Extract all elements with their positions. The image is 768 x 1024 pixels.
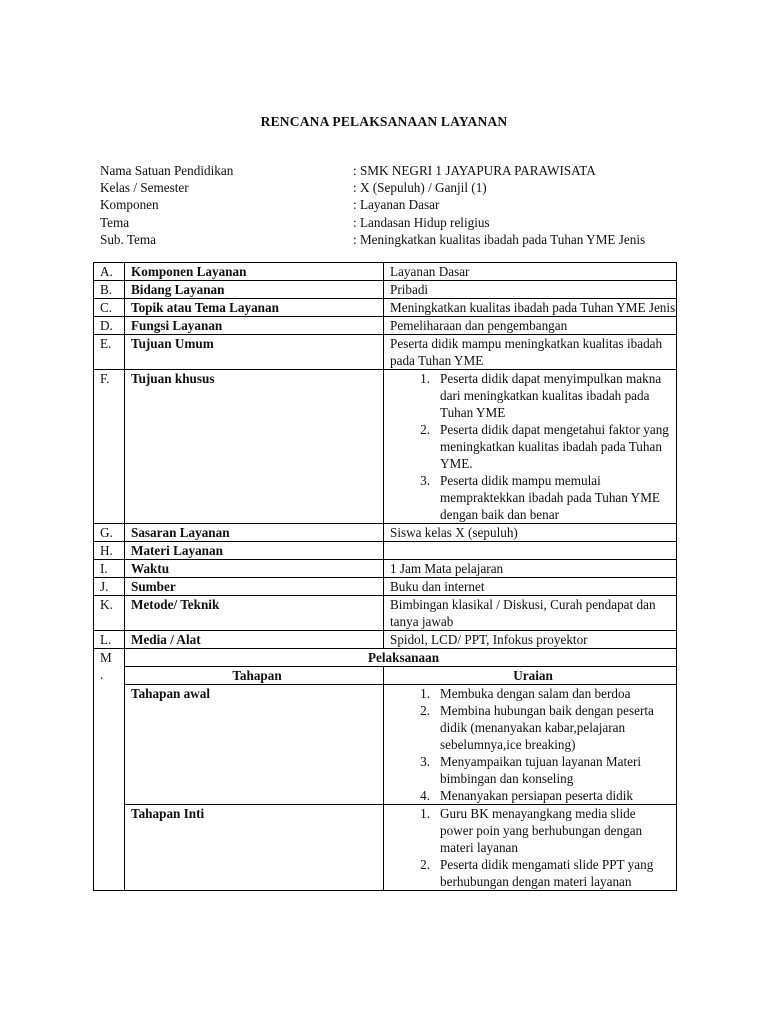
row-letter: H. [94,542,125,560]
row-value: Buku dan internet [384,578,677,596]
row-label: Tujuan khusus [125,370,384,524]
list-text: Membina hubungan baik dengan peserta didik (menanyakan kabar,pelajaran sebelumnya,ice breaking) [440,703,654,752]
info-label: Sub. Tema [100,231,156,247]
row-letter: E. [94,335,125,370]
info-label: Nama Satuan Pendidikan [100,163,234,178]
table-row [94,805,677,891]
info-label: Tema [100,214,130,230]
list-text: Guru BK menayangkang media slide power poin yang berhubungan dengan materi layanan [440,806,643,855]
list-item [390,472,676,523]
table-row [94,370,677,524]
info-row-theme [100,214,710,231]
row-letter: B. [94,281,125,299]
list-item [390,856,676,890]
list-number: 4. [420,788,430,803]
table-row [94,596,677,631]
row-value: Spidol, LCD/ PPT, Infokus proyektor [384,631,677,649]
row-value: Layanan Dasar [384,263,677,281]
row-letter: F. [94,370,125,524]
list-number: 3. [420,473,430,488]
table-row [94,524,677,542]
table-row [94,542,677,560]
column-header-uraian: Uraian [384,667,677,685]
numbered-list [390,805,676,890]
table-row [94,335,677,370]
row-label: Sasaran Layanan [125,524,384,542]
row-letter: L. [94,631,125,649]
info-label: Kelas / Semester [100,180,189,196]
list-item [390,805,676,856]
document-title: RENCANA PELAKSANAAN LAYANAN [260,114,508,129]
list-number: 2. [420,857,430,872]
row-value [384,685,677,805]
list-item [390,370,676,421]
row-letter: I. [94,560,125,578]
row-value: Meningkatkan kualitas ibadah pada Tuhan YME Jenis [384,299,677,317]
row-value: Bimbingan klasikal / Diskusi, Curah pendapat dan tanya jawab [384,596,677,631]
row-label: Waktu [125,560,384,578]
row-letter: G. [94,524,125,542]
info-value: : Meningkatkan kualitas ibadah pada Tuhan YME Jenis [353,231,646,247]
info-row-component [100,196,710,213]
identity-block [100,162,710,248]
row-label: Sumber [125,578,384,596]
row-letter: M . [94,649,125,891]
info-row-subtheme [100,231,710,248]
numbered-list [390,685,676,804]
table-row [94,685,677,805]
row-value [384,370,677,524]
list-text: Membuka dengan salam dan berdoa [440,686,631,701]
info-value: : Landasan Hidup religius [353,214,490,230]
info-label: Komponen [100,197,159,213]
list-number: 2. [420,703,430,718]
list-number: 2. [420,422,430,437]
list-item [390,787,676,804]
row-value [384,805,677,891]
table-row [94,560,677,578]
row-label: Media / Alat [125,631,384,649]
row-value: Siswa kelas X (sepuluh) [384,524,677,542]
row-value: 1 Jam Mata pelajaran [384,560,677,578]
row-label: Pelaksanaan [125,649,677,667]
list-number: 1. [420,371,430,386]
numbered-list [390,370,676,523]
row-label: Metode/ Teknik [125,596,384,631]
table-row [94,263,677,281]
row-letter: J. [94,578,125,596]
table-row [94,299,677,317]
list-text: Menanyakan persiapan peserta didik [440,788,633,803]
row-label: Materi Layanan [125,542,384,560]
table-row-pelaksanaan [94,649,677,667]
row-value [384,542,677,560]
row-label: Tujuan Umum [125,335,384,370]
row-value: Peserta didik mampu meningkatkan kualitas ibadah pada Tuhan YME [384,335,677,370]
table-row [94,317,677,335]
stage-label: Tahapan awal [125,685,384,805]
list-item [390,685,676,702]
stage-label: Tahapan Inti [125,805,384,891]
table-header-row [94,667,677,685]
info-row-class [100,179,710,196]
list-item [390,753,676,787]
row-letter: D. [94,317,125,335]
list-text: Menyampaikan tujuan layanan Materi bimbingan dan konseling [440,754,642,786]
row-letter: A. [94,263,125,281]
table-row [94,578,677,596]
row-value: Pribadi [384,281,677,299]
list-text: Peserta didik mampu memulai mempraktekkan ibadah pada Tuhan YME dengan baik dan benar [440,473,660,522]
column-header-tahapan: Tahapan [125,667,384,685]
table-row [94,631,677,649]
list-number: 1. [420,686,430,701]
info-value: : SMK NEGRI 1 JAYAPURA PARAWISATA [353,163,596,178]
row-letter: K. [94,596,125,631]
row-label: Fungsi Layanan [125,317,384,335]
list-text: Peserta didik dapat menyimpulkan makna dari meningkatkan kualitas ibadah pada Tuhan YME [440,371,662,420]
row-label: Topik atau Tema Layanan [125,299,384,317]
list-item [390,702,676,753]
table-row [94,281,677,299]
row-label: Komponen Layanan [125,263,384,281]
row-label: Bidang Layanan [125,281,384,299]
info-value: : Layanan Dasar [353,197,440,213]
info-value: : X (Sepuluh) / Ganjil (1) [353,180,487,196]
list-text: Peserta didik mengamati slide PPT yang berhubungan dengan materi layanan [440,857,654,889]
list-number: 1. [420,806,430,821]
row-letter: C. [94,299,125,317]
info-row-school [100,162,710,179]
list-item [390,421,676,472]
list-number: 3. [420,754,430,769]
row-value: Pemeliharaan dan pengembangan [384,317,677,335]
plan-table [93,262,677,891]
list-text: Peserta didik dapat mengetahui faktor yang meningkatkan kualitas ibadah pada Tuhan YME. [440,422,669,471]
